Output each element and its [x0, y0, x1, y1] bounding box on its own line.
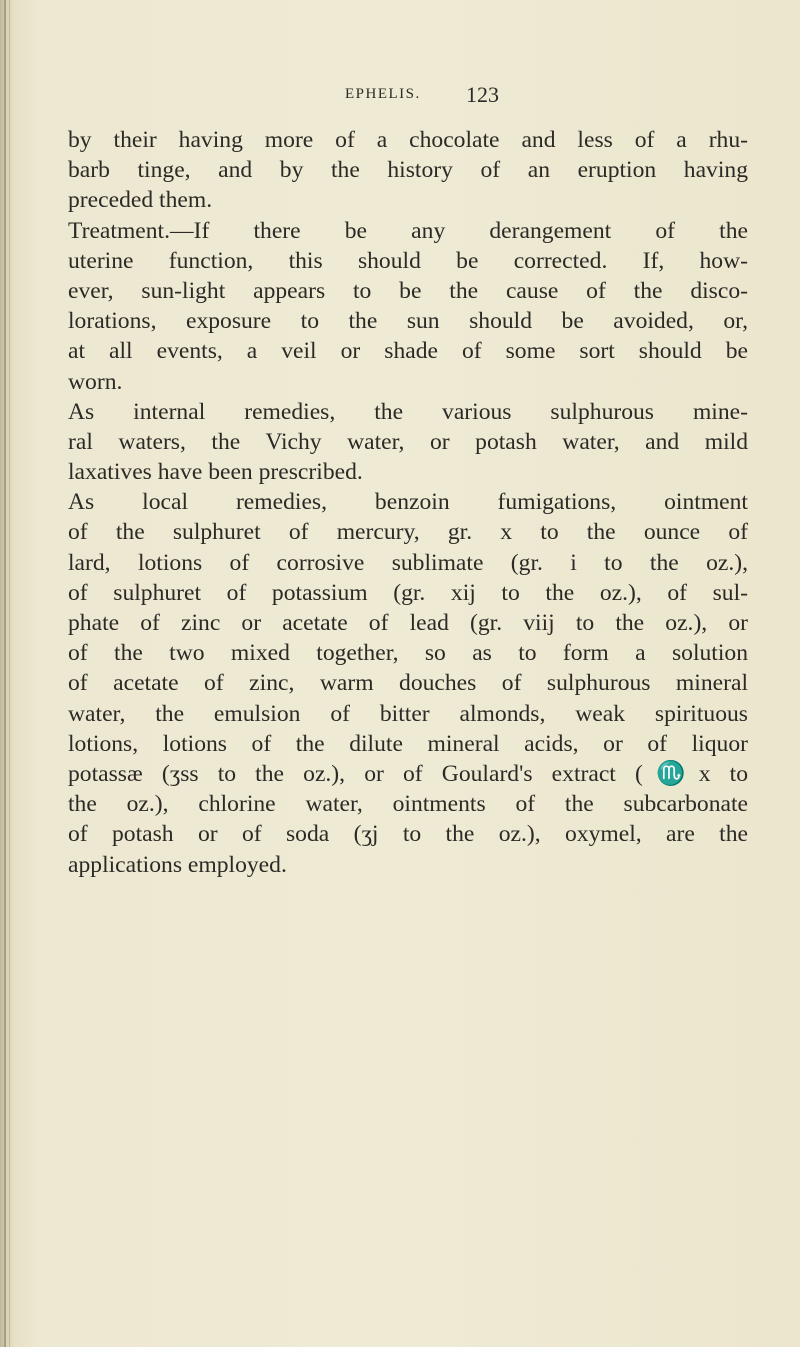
running-head-title: EPHELIS.	[345, 86, 421, 102]
body-text	[68, 125, 748, 880]
text-line: of the sulphuret of mercury, gr. x to the ounce of	[68, 519, 748, 546]
page-number: 123	[466, 82, 499, 107]
text-line: potassæ (ʒss to the oz.), or of Goulard's extract (♏x to	[68, 760, 748, 787]
binding-edge-line-inner	[9, 0, 10, 1347]
binding-gutter	[0, 0, 14, 1347]
text-line: ral waters, the Vichy water, or potash water, and mild	[68, 428, 748, 455]
text-line: at all events, a veil or shade of some sort should be	[68, 338, 748, 365]
text-line: of acetate of zinc, warm douches of sulphurous mineral	[68, 670, 748, 697]
text-line: As internal remedies, the various sulphurous mine-	[68, 398, 748, 425]
text-line: barb tinge, and by the history of an eruption having	[68, 157, 748, 184]
text-line: ever, sun-light appears to be the cause of the disco-	[68, 277, 748, 304]
text-line-treatment: Treatment.—If there be any derangement of the	[68, 217, 748, 244]
text-line: worn.	[68, 368, 123, 395]
text-line: uterine function, this should be corrected. If, how-	[68, 247, 748, 274]
text-line: preceded them.	[68, 187, 213, 214]
text-line: As local remedies, benzoin fumigations, ointment	[68, 489, 748, 516]
text-line: the oz.), chlorine water, ointments of the subcarbonate	[68, 791, 748, 818]
text-line: laxatives have been prescribed.	[68, 459, 363, 486]
text-line: lorations, exposure to the sun should be avoided, or,	[68, 308, 748, 335]
running-head	[0, 82, 800, 112]
text-line: of the two mixed together, so as to form a solution	[68, 640, 748, 667]
text-line: applications employed.	[68, 851, 287, 878]
text-line: of potash or of soda (ʒj to the oz.), oxymel, are the	[68, 821, 748, 848]
binding-edge-line	[4, 0, 6, 1347]
text-line: of sulphuret of potassium (gr. xij to the oz.), of sul-	[68, 579, 748, 606]
text-line: lotions, lotions of the dilute mineral acids, or of liquor	[68, 730, 748, 757]
text-line: by their having more of a chocolate and less of a rhu-	[68, 127, 748, 153]
text-line: water, the emulsion of bitter almonds, weak spirituous	[68, 700, 748, 727]
text-line: phate of zinc or acetate of lead (gr. viij to the oz.), or	[68, 610, 748, 636]
text-line: lard, lotions of corrosive sublimate (gr. i to the oz.),	[68, 549, 748, 576]
